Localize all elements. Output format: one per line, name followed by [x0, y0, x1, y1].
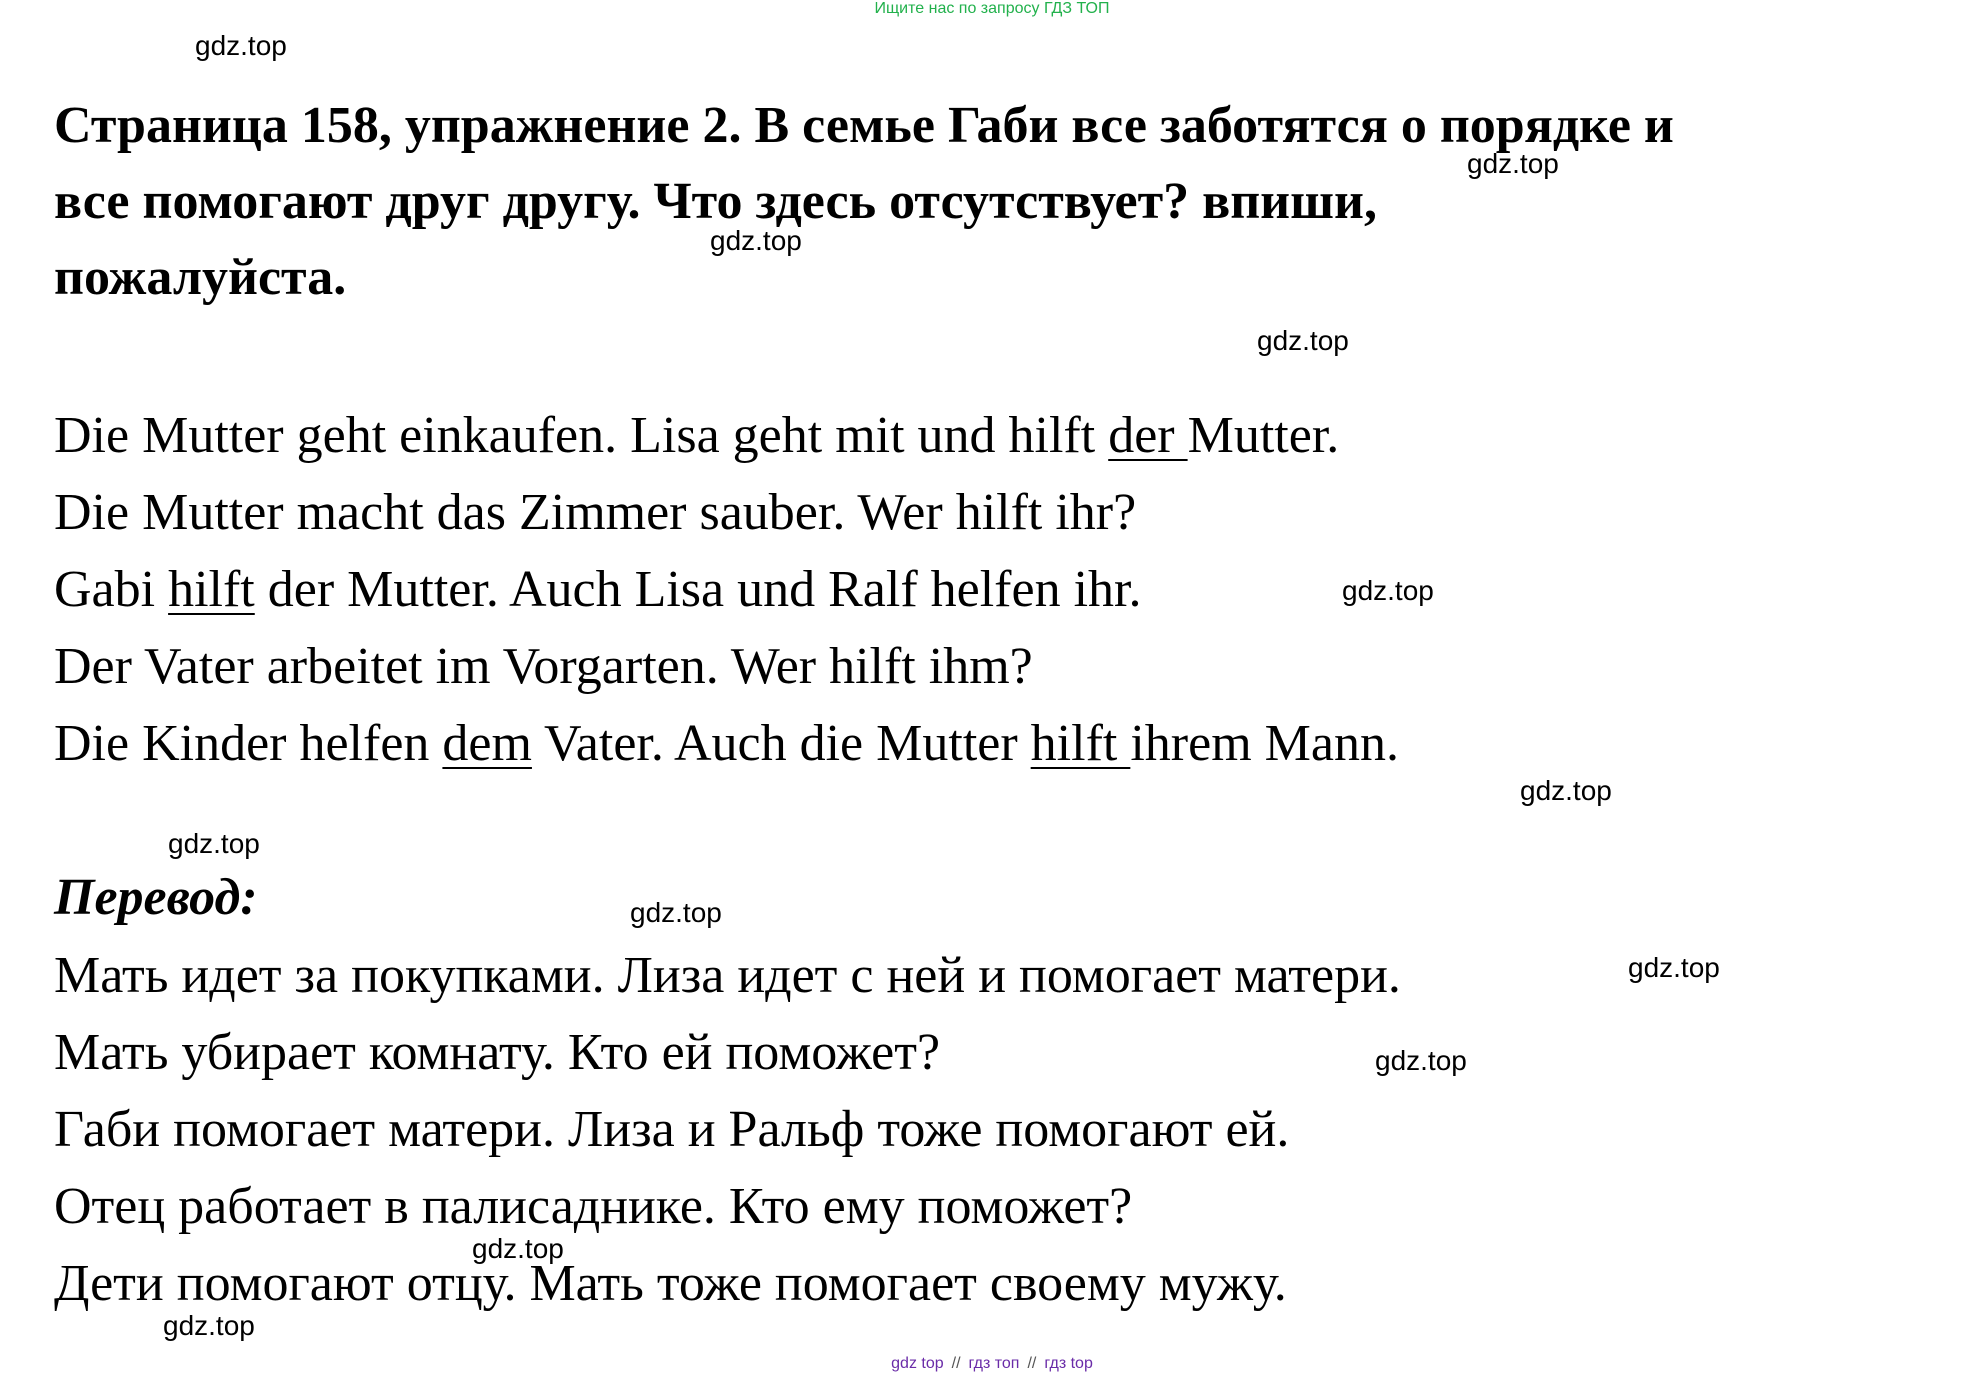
- footer-link-gdz-top-mixed[interactable]: гдз top: [1044, 1355, 1093, 1372]
- watermark: gdz.top: [1467, 148, 1559, 179]
- answer-hilft: hilft: [168, 561, 255, 618]
- footer-link-gdz-top-ru[interactable]: гдз топ: [968, 1355, 1020, 1372]
- watermark: gdz.top: [1520, 775, 1612, 806]
- answer-hilft-2: hilft: [1030, 715, 1131, 772]
- translation-line-4: Отец работает в палисаднике. Кто ему поможет?: [54, 1178, 1133, 1235]
- german-line-2: Die Mutter macht das Zimmer sauber. Wer hilft ihr?: [54, 484, 1137, 541]
- exercise-heading: [54, 88, 1934, 316]
- watermark: gdz.top: [1375, 1045, 1467, 1076]
- answer-der: der: [1108, 407, 1188, 464]
- german-line-1-text-a: Die Mutter geht einkaufen. Lisa geht mit und hilft: [54, 407, 1109, 464]
- footer-links: [0, 1355, 1984, 1373]
- watermark: gdz.top: [168, 828, 260, 859]
- watermark: gdz.top: [630, 897, 722, 928]
- watermark: gdz.top: [163, 1310, 255, 1341]
- german-line-3-text-a: Gabi: [54, 561, 169, 618]
- german-line-4: Der Vater arbeitet im Vorgarten. Wer hilft ihm?: [54, 638, 1033, 695]
- top-banner[interactable]: Ищите нас по запросу ГДЗ ТОП: [874, 0, 1110, 17]
- german-line-5: [54, 714, 1399, 774]
- german-line-5-text-b: Vater. Auch die Mutter: [531, 715, 1031, 772]
- heading-line-2: все помогают друг другу. Что здесь отсутствует? впиши,: [54, 173, 1377, 230]
- german-line-1: [54, 406, 1339, 466]
- watermark: gdz.top: [195, 30, 287, 61]
- footer-separator: //: [951, 1355, 961, 1372]
- german-line-5-text-a: Die Kinder helfen: [54, 715, 443, 772]
- german-line-5-text-c: ihrem Mann.: [1130, 715, 1399, 772]
- answer-dem: dem: [442, 715, 532, 772]
- translation-heading: Перевод:: [54, 869, 258, 926]
- translation-line-2: Мать убирает комнату. Кто ей поможет?: [54, 1024, 941, 1081]
- translation-line-3: Габи помогает матери. Лиза и Ральф тоже помогают ей.: [54, 1101, 1290, 1158]
- watermark: gdz.top: [1628, 952, 1720, 983]
- footer-link-gdz-top[interactable]: gdz top: [891, 1355, 944, 1372]
- german-line-3-text-b: der Mutter. Auch Lisa und Ralf helfen ihr.: [254, 561, 1142, 618]
- watermark: gdz.top: [710, 225, 802, 256]
- translation-line-1: Мать идет за покупками. Лиза идет с ней и помогает матери.: [54, 947, 1401, 1004]
- heading-line-1: Страница 158, упражнение 2. В семье Габи все заботятся о порядке и: [54, 97, 1674, 154]
- german-line-3: [54, 560, 1141, 620]
- footer-separator: //: [1027, 1355, 1037, 1372]
- watermark: gdz.top: [1257, 325, 1349, 356]
- watermark: gdz.top: [472, 1233, 564, 1264]
- watermark: gdz.top: [1342, 575, 1434, 606]
- german-line-1-text-b: Mutter.: [1187, 407, 1340, 464]
- heading-line-3: пожалуйста.: [54, 249, 347, 306]
- translation-line-5: Дети помогают отцу. Мать тоже помогает своему мужу.: [54, 1255, 1287, 1312]
